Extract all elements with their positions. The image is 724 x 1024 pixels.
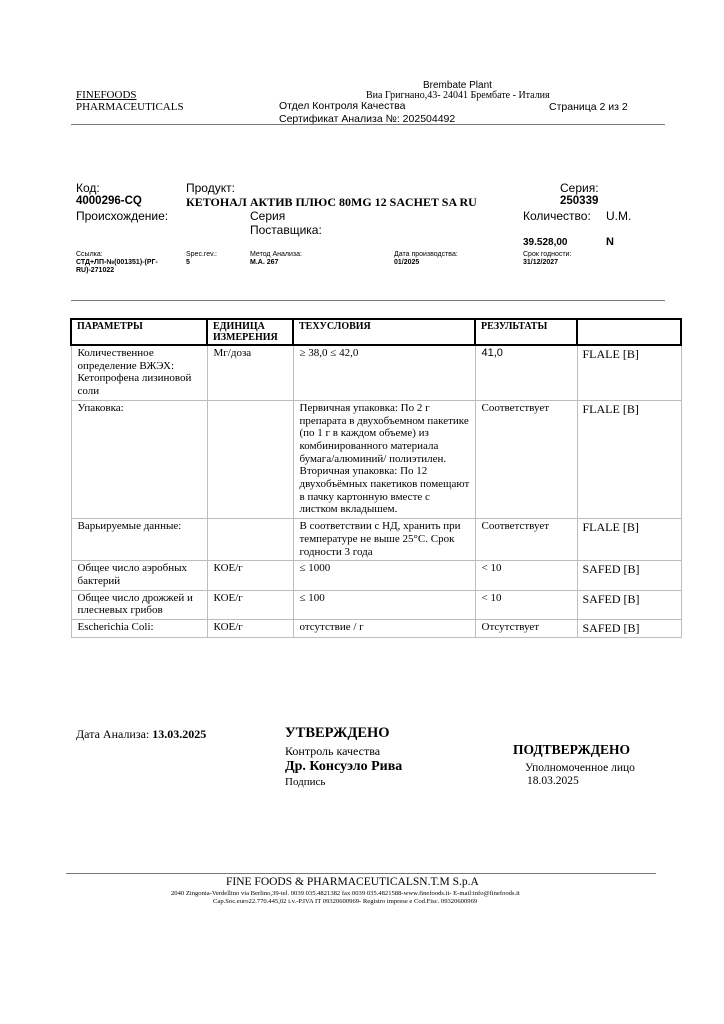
unit-cell: КОЕ/г [207, 620, 293, 638]
page-number: Страница 2 из 2 [549, 101, 628, 113]
authorized-label: Уполномоченное лицо [525, 762, 635, 774]
table-row [71, 561, 681, 590]
spec-cell: ≥ 38,0 ≤ 42,0 [293, 345, 475, 400]
prod-date-value: 01/2025 [394, 259, 420, 266]
product-label: Продукт: [186, 181, 235, 195]
param-cell: Упаковка: [71, 400, 207, 518]
unit-cell [207, 400, 293, 518]
verdict-cell: SAFED [B] [577, 590, 681, 619]
plant-name: Brembate Plant [423, 80, 492, 91]
series-label: Серия: [560, 181, 599, 195]
qc-label: Контроль качества [285, 744, 381, 758]
header-params: ПАРАМЕТРЫ [71, 319, 207, 345]
expiry-label: Срок годности: [523, 251, 572, 258]
series-value: 250339 [560, 195, 599, 207]
header-divider [71, 124, 665, 125]
table-row [71, 519, 681, 561]
result-cell: Соответствует [475, 519, 577, 561]
um-value: N [606, 236, 614, 248]
result-cell: 41,0 [475, 345, 577, 400]
table-header-row [71, 319, 681, 345]
specrev-label: Spec.rev.: [186, 251, 217, 258]
method-label: Метод Анализа: [250, 251, 302, 258]
code-label: Код: [76, 181, 100, 195]
quantity-label: Количество: [523, 209, 591, 223]
spec-cell: ≤ 1000 [293, 561, 475, 590]
analysis-date-label: Дата Анализа: [76, 727, 150, 741]
footer-registration: Cap.Soc.euro22.770.445,02 i.v.-P.IVA IT 09320600969- Registro imprese e Cod.Fisc. 09320600969 [213, 898, 478, 905]
parameters-table [70, 318, 682, 638]
um-label: U.M. [606, 209, 632, 223]
table-row [71, 400, 681, 518]
table-row [71, 345, 681, 400]
verdict-cell: FLALE [B] [577, 400, 681, 518]
header-verdict [577, 319, 681, 345]
table-row [71, 620, 681, 638]
header-spec: ТЕХУСЛОВИЯ [293, 319, 475, 345]
unit-cell: Мг/доза [207, 345, 293, 400]
param-cell: Варьируемые данные: [71, 519, 207, 561]
department: Отдел Контроля Качества [279, 100, 406, 112]
verdict-cell: FLALE [B] [577, 345, 681, 400]
analysis-date-value: 13.03.2025 [152, 727, 207, 741]
supplier-label: Поставщика: [250, 223, 322, 237]
param-cell: Escherichia Coli: [71, 620, 207, 638]
footer-address: 2040 Zingonia-Verdellino via Berlino,39-tel. 0039 035.4821382 fax 0039 035.4821588-www.finefoods.it- E-mail:info@finefoods.it [171, 890, 520, 897]
result-cell: < 10 [475, 590, 577, 619]
confirmed-date: 18.03.2025 [527, 775, 579, 787]
header-unit: ЕДИНИЦА ИЗМЕРЕНИЯ [207, 319, 293, 345]
expiry-value: 31/12/2027 [523, 259, 559, 266]
verdict-cell: FLALE [B] [577, 519, 681, 561]
analysis-date [76, 727, 206, 742]
certificate-number: Сертификат Анализа №: 202504492 [279, 113, 456, 125]
result-cell: Отсутствует [475, 620, 577, 638]
header-results: РЕЗУЛЬТАТЫ [475, 319, 577, 345]
footer-divider [66, 873, 656, 874]
verdict-cell: SAFED [B] [577, 561, 681, 590]
table-row [71, 590, 681, 619]
supplier-series-label: Серия [250, 209, 286, 223]
unit-cell [207, 519, 293, 561]
footer-company: FINE FOODS & PHARMACEUTICALSN.T.M S.p.A [226, 876, 479, 888]
spec-cell: Первичная упаковка: По 2 г препарата в двухобъемном пакетике (по 1 г в каждом объеме) из комбинированного материала бумага/алюминий/ полиэтилен. Вторичная упаковка: По 12 двухобъёмных пакетиков помещают в пачку картонную вместе с листком вкладышем. [293, 400, 475, 518]
unit-cell: КОЕ/г [207, 590, 293, 619]
approved-title: УТВЕРЖДЕНО [285, 725, 390, 741]
code-value: 4000296-CQ [76, 195, 142, 207]
info-divider [71, 300, 665, 301]
result-cell: < 10 [475, 561, 577, 590]
ref-label: Ссылка: [76, 251, 103, 258]
product-value: КЕТОНАЛ АКТИВ ПЛЮС 80MG 12 SACHET SA RU [186, 195, 477, 209]
company-name-line1: FINEFOODS [76, 89, 137, 101]
plant-address: Виа Григнано,43- 24041 Брембате - Италия [366, 90, 550, 101]
origin-label: Происхождение: [76, 209, 169, 223]
result-cell: Соответствует [475, 400, 577, 518]
param-cell: Общее число дрожжей и плесневых грибов [71, 590, 207, 619]
quantity-value: 39.528,00 [523, 237, 568, 248]
prod-date-label: Дата производства: [394, 251, 458, 258]
company-name-line2: PHARMACEUTICALS [76, 101, 184, 113]
spec-cell: В соответствии с НД, хранить при температуре не выше 25°С. Срок годности 3 года [293, 519, 475, 561]
param-cell: Количественное определение ВЖЭХ: Кетопрофена лизиновой соли [71, 345, 207, 400]
method-value: M.A. 267 [250, 259, 279, 266]
ref-value: СТД+ЛП-№(001351)-(РГ-RU)-271022 [76, 259, 158, 274]
verdict-cell: SAFED [B] [577, 620, 681, 638]
signer-name: Др. Консуэло Рива [285, 759, 403, 774]
unit-cell: КОЕ/г [207, 561, 293, 590]
specrev-value: 5 [186, 259, 190, 266]
signature-label: Подпись [285, 776, 326, 788]
spec-cell: ≤ 100 [293, 590, 475, 619]
param-cell: Общее число аэробных бактерий [71, 561, 207, 590]
confirmed-title: ПОДТВЕРЖДЕНО [513, 742, 631, 757]
spec-cell: отсутствие / г [293, 620, 475, 638]
